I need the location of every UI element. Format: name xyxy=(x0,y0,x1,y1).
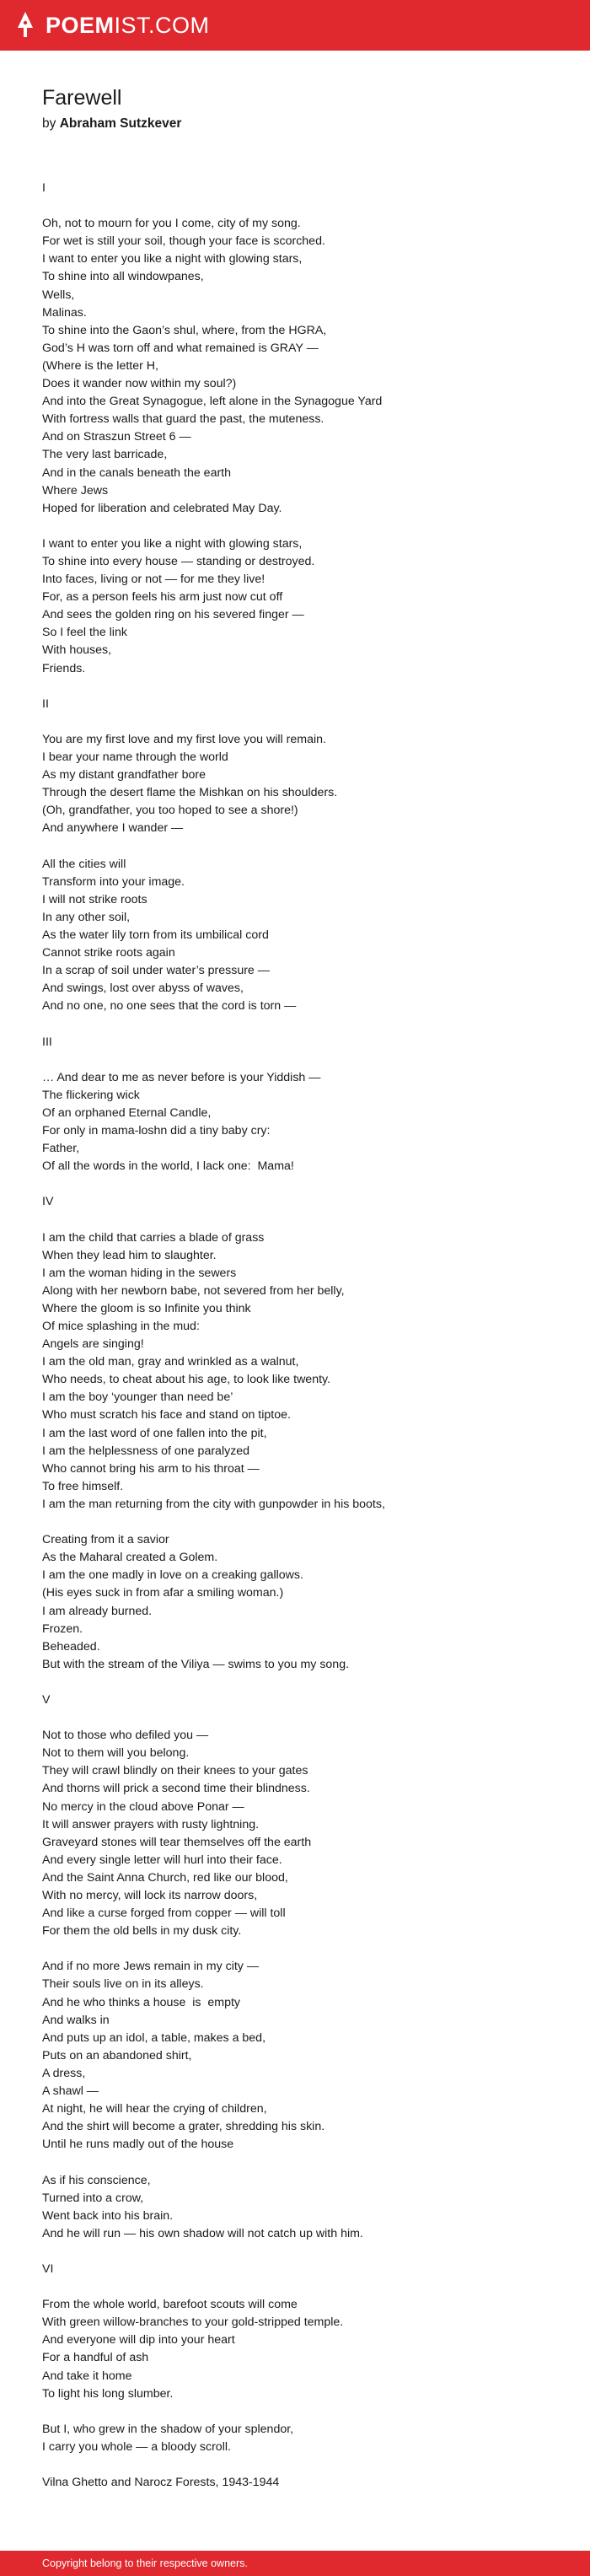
poem-line: Friends. xyxy=(42,661,86,675)
poem-line: Who cannot bring his arm to his throat — xyxy=(42,1461,260,1476)
poem-line: I am the one madly in love on a creaking gallows. xyxy=(42,1568,303,1583)
poem-line: A dress, xyxy=(42,2066,86,2080)
poem-line: You are my first love and my first love you will remain. xyxy=(42,732,326,746)
poem-line: As the Maharal created a Golem. xyxy=(42,1551,218,1565)
poem-line: And on Straszun Street 6 — xyxy=(42,430,191,444)
poem-line: For wet is still your soil, though your face is scorched. xyxy=(42,234,325,249)
poem-line: In a scrap of soil under water’s pressure — xyxy=(42,964,270,978)
poem-line: And everyone will dip into your heart xyxy=(42,2333,235,2347)
page-title: Farewell xyxy=(42,86,122,110)
poem-line: Wells, xyxy=(42,288,75,302)
poem-line: With no mercy, will lock its narrow doors, xyxy=(42,1889,258,1902)
poem-line: Puts on an abandoned shirt, xyxy=(42,2048,192,2062)
poem-line: And he will run — his own shadow will not catch up with him. xyxy=(42,2226,363,2240)
poem-line: Does it wander now within my soul?) xyxy=(42,377,237,391)
poem-line: For them the old bells in my dusk city. xyxy=(42,1924,242,1939)
poem-line: … And dear to me as never before is your Yiddish — xyxy=(42,1070,321,1084)
poem-line: Who needs, to cheat about his age, to look like twenty. xyxy=(42,1373,331,1387)
poem-line: Transform into your image. xyxy=(42,874,185,889)
poem-line: I am the man returning from the city with gunpowder in his boots, xyxy=(42,1497,385,1511)
stanza-gap xyxy=(42,1015,573,1033)
poem-line: (Oh, grandfather, you too hoped to see a shore!) xyxy=(42,804,298,818)
poem-line: And into the Great Synagogue, left alone in the Synagogue Yard xyxy=(42,395,383,409)
poem-line: With fortress walls that guard the past, the muteness. xyxy=(42,412,324,427)
poem-line: And every single letter will hurl into their face. xyxy=(42,1853,282,1867)
poem-line: I bear your name through the world xyxy=(42,750,228,764)
stanza-gap xyxy=(42,1211,573,1229)
poem-line: To shine into every house — standing or destroyed. xyxy=(42,554,315,568)
poem-line: Of all the words in the world, I lack one: Mama! xyxy=(42,1159,294,1174)
stanza-gap xyxy=(42,2403,573,2421)
section-numeral: III xyxy=(42,1035,52,1049)
stanza-gap xyxy=(42,1175,573,1193)
poem-line: As my distant grandfather bore xyxy=(42,768,206,782)
stanza-gap xyxy=(42,2243,573,2261)
poem-line: And the shirt will become a grater, shredding his skin. xyxy=(42,2120,325,2134)
poem-body xyxy=(42,180,573,2492)
poem-line: Cannot strike roots again xyxy=(42,946,175,960)
stanza-gap xyxy=(42,2278,573,2296)
poem-line: All the cities will xyxy=(42,857,126,871)
section-numeral: II xyxy=(42,696,49,711)
logo-bold: POEM xyxy=(46,12,115,38)
poem-line: I am the woman hiding in the sewers xyxy=(42,1266,237,1280)
poem-line: To light his long slumber. xyxy=(42,2386,174,2401)
stanza-gap xyxy=(42,678,573,696)
poem-line: They will crawl blindly on their knees to your gates xyxy=(42,1764,308,1778)
poem-line: I carry you whole — a bloody scroll. xyxy=(42,2439,231,2454)
poem-line: Their souls live on in its alleys. xyxy=(42,1977,204,1992)
poem-line: Who must scratch his face and stand on tiptoe. xyxy=(42,1408,291,1422)
stanza-gap xyxy=(42,1709,573,1727)
poem-line: For only in mama-loshn did a tiny baby cry: xyxy=(42,1123,271,1137)
poem-line: Malinas. xyxy=(42,305,87,320)
poem-line: I am the old man, gray and wrinkled as a walnut, xyxy=(42,1355,299,1369)
poem-line: Turned into a crow, xyxy=(42,2191,144,2205)
poem-line: The flickering wick xyxy=(42,1088,140,1102)
poem-line: With houses, xyxy=(42,643,112,658)
poem-line: God’s H was torn off and what remained is GRAY — xyxy=(42,341,319,355)
poem-line: (His eyes suck in from afar a smiling woman.) xyxy=(42,1586,284,1600)
poem-line: Along with her newborn babe, not severed from her belly, xyxy=(42,1283,345,1298)
poem-line: For, as a person feels his arm just now cut off xyxy=(42,590,283,605)
quill-pen-icon[interactable] xyxy=(15,11,35,40)
poem-line: But with the stream of the Viliya — swims to you my song. xyxy=(42,1657,350,1671)
poem-line: Angels are singing! xyxy=(42,1337,144,1352)
poem-line: With green willow-branches to your gold-stripped temple. xyxy=(42,2315,344,2330)
stanza-gap xyxy=(42,1051,573,1069)
stanza-gap xyxy=(42,1674,573,1691)
poem-line: Father, xyxy=(42,1142,80,1156)
poem-line: And swings, lost over abyss of waves, xyxy=(42,981,244,996)
poem-line: As if his conscience, xyxy=(42,2173,151,2187)
poem-line: Frozen. xyxy=(42,1621,83,1636)
poem-line: Went back into his brain. xyxy=(42,2208,174,2223)
poem-line: In any other soil, xyxy=(42,910,131,924)
stanza-gap xyxy=(42,2456,573,2474)
poem-line: To free himself. xyxy=(42,1479,124,1493)
stanza-gap xyxy=(42,518,573,535)
poem-line: Where Jews xyxy=(42,483,109,497)
poem-line: It will answer prayers with rusty lightning. xyxy=(42,1817,260,1831)
poem-line: And like a curse forged from copper — will toll xyxy=(42,1906,286,1921)
poem-line: Hoped for liberation and celebrated May Day. xyxy=(42,501,282,515)
poem-line: To shine into the Gaon’s shul, where, from the HGRA, xyxy=(42,323,327,337)
poem-line: Graveyard stones will tear themselves off the earth xyxy=(42,1835,312,1849)
poem-line: And thorns will prick a second time their blindness. xyxy=(42,1782,310,1796)
poem-line: Not to them will you belong. xyxy=(42,1746,190,1761)
stanza-gap xyxy=(42,1514,573,1531)
poem-line: (Where is the letter H, xyxy=(42,358,158,373)
section-numeral: IV xyxy=(42,1195,54,1209)
stanza-gap xyxy=(42,837,573,855)
poem-line: To shine into all windowpanes, xyxy=(42,270,204,284)
poem-line: As the water lily torn from its umbilical cord xyxy=(42,928,269,942)
poem-line: Vilna Ghetto and Narocz Forests, 1943-1944 xyxy=(42,2476,280,2490)
section-numeral: V xyxy=(42,1692,51,1707)
poem-line: Until he runs madly out of the house xyxy=(42,2138,234,2152)
poem-line: From the whole world, barefoot scouts will come xyxy=(42,2298,298,2312)
logo-light: IST.COM xyxy=(114,12,210,38)
by-label: by xyxy=(42,116,56,131)
poem-line: I am the child that carries a blade of grass xyxy=(42,1230,265,1245)
poem-line: And the Saint Anna Church, red like our blood, xyxy=(42,1870,288,1885)
poem-line: Of an orphaned Eternal Candle, xyxy=(42,1105,212,1120)
poem-line: But I, who grew in the shadow of your splendor, xyxy=(42,2422,294,2436)
poem-line: For a handful of ash xyxy=(42,2351,149,2365)
poem-line: And if no more Jews remain in my city — xyxy=(42,1960,260,1974)
poem-line: I am the last word of one fallen into the pit, xyxy=(42,1426,267,1440)
poem-line: And he who thinks a house is empty xyxy=(42,1995,241,2009)
stanza-gap xyxy=(42,197,573,215)
poem-line: And puts up an idol, a table, makes a bed, xyxy=(42,2030,266,2045)
poem-line: And take it home xyxy=(42,2369,132,2383)
poem-line: A shawl — xyxy=(42,2084,99,2099)
site-header xyxy=(0,0,590,51)
site-footer xyxy=(0,2551,590,2576)
poem-line: And in the canals beneath the earth xyxy=(42,465,232,480)
section-numeral: I xyxy=(42,181,46,195)
poem-line: The very last barricade, xyxy=(42,448,168,462)
poem-line: I am already burned. xyxy=(42,1604,153,1618)
poem-line: I will not strike roots xyxy=(42,892,148,906)
author-name[interactable]: Abraham Sutzkever xyxy=(59,116,182,131)
poem-line: No mercy in the cloud above Ponar — xyxy=(42,1799,244,1814)
poem-line: Creating from it a savior xyxy=(42,1533,169,1547)
section-numeral: VI xyxy=(42,2261,54,2276)
poem-line: And sees the golden ring on his severed finger — xyxy=(42,608,304,622)
stanza-gap xyxy=(42,1940,573,1958)
poem-line: And no one, no one sees that the cord is torn — xyxy=(42,999,297,1014)
poem-line: Of mice splashing in the mud: xyxy=(42,1320,200,1333)
poem-line: Oh, not to mourn for you I come, city of my song. xyxy=(42,217,301,231)
poem-line: I am the helplessness of one paralyzed xyxy=(42,1444,250,1458)
poem-line: So I feel the link xyxy=(42,626,127,640)
poem-line: I want to enter you like a night with glowing stars, xyxy=(42,536,303,551)
stanza-gap xyxy=(42,2154,573,2171)
poem-line: Beheaded. xyxy=(42,1639,100,1654)
poem-line: Into faces, living or not — for me they live! xyxy=(42,573,266,587)
poem-line: Where the gloom is so Infinite you think xyxy=(42,1301,251,1315)
poem-line: At night, he will hear the crying of children, xyxy=(42,2102,267,2116)
byline xyxy=(42,115,565,133)
stanza-gap xyxy=(42,713,573,731)
poem-line: When they lead him to slaughter. xyxy=(42,1248,217,1262)
site-logo[interactable] xyxy=(46,13,210,39)
poem-header xyxy=(42,84,565,133)
poem-line: I am the boy ‘younger than need be’ xyxy=(42,1390,233,1405)
poem-line: And walks in xyxy=(42,2013,110,2027)
poem-line: Not to those who defiled you — xyxy=(42,1729,209,1743)
poem-line: I want to enter you like a night with glowing stars, xyxy=(42,252,303,266)
poem-line: And anywhere I wander — xyxy=(42,821,184,836)
poem-line: Through the desert flame the Mishkan on his shoulders. xyxy=(42,786,338,800)
copyright-text: Copyright belong to their respective owners. xyxy=(42,2557,248,2569)
